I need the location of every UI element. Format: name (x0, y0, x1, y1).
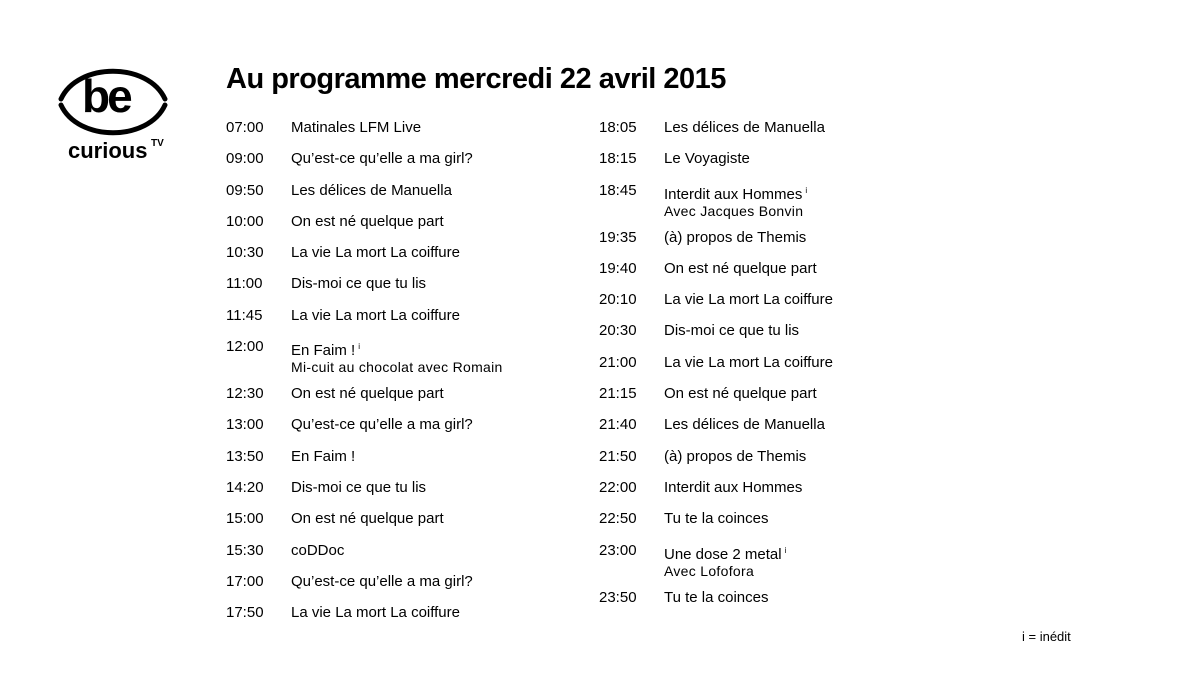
show-title: En Faim ! (291, 447, 356, 465)
schedule-time: 13:00 (226, 416, 264, 434)
schedule-show (664, 228, 959, 248)
schedule-show (291, 541, 586, 561)
schedule-row (599, 509, 959, 529)
schedule-show (291, 149, 586, 169)
show-title: Les délices de Manuella (291, 181, 452, 199)
show-title-line (291, 337, 586, 361)
show-title-line (664, 321, 959, 341)
schedule-show (291, 243, 586, 263)
schedule-show (664, 541, 959, 577)
schedule-show (291, 415, 586, 435)
show-title-line (291, 478, 586, 498)
schedule-time: 21:15 (599, 385, 637, 403)
show-subtitle: Avec Jacques Bonvin (664, 202, 804, 219)
show-title-line (291, 603, 586, 623)
schedule-show (664, 353, 959, 373)
schedule-show (291, 478, 586, 498)
logo-tv-text: TV (151, 138, 164, 149)
show-title: Les délices de Manuella (664, 416, 825, 434)
show-title: Qu’est-ce qu’elle a ma girl? (291, 150, 473, 168)
schedule-show (664, 478, 959, 498)
schedule-time: 17:00 (226, 572, 264, 590)
schedule-time: 11:00 (226, 275, 263, 293)
logo-curious-text: curious (68, 138, 148, 163)
schedule-show (291, 306, 586, 326)
schedule-show (664, 181, 959, 217)
schedule-row (599, 181, 959, 217)
schedule-row (226, 306, 586, 326)
show-title-line (664, 509, 959, 529)
schedule-row (599, 447, 959, 467)
show-title-line (664, 149, 959, 169)
new-episode-marker: i (805, 185, 808, 195)
show-title: On est né quelque part (664, 259, 817, 277)
schedule-time: 15:00 (226, 510, 264, 528)
show-title-line (664, 384, 959, 404)
schedule-row (226, 212, 586, 232)
channel-logo (56, 66, 170, 166)
schedule-row (226, 478, 586, 498)
schedule-row (599, 259, 959, 279)
schedule-time: 18:15 (599, 150, 637, 168)
show-title: La vie La mort La coiffure (291, 306, 460, 324)
show-title-line (664, 447, 959, 467)
show-title: (à) propos de Themis (664, 228, 807, 246)
schedule-show (664, 415, 959, 435)
schedule-time: 13:50 (226, 447, 264, 465)
schedule-time: 23:00 (599, 541, 637, 559)
schedule-show (291, 337, 586, 376)
schedule-row (226, 181, 586, 201)
schedule-time: 19:35 (599, 228, 637, 246)
schedule-row (599, 384, 959, 404)
schedule-row (599, 228, 959, 248)
schedule-row (599, 478, 959, 498)
schedule-show (291, 212, 586, 232)
show-title-line (664, 228, 959, 248)
show-subtitle: Mi-cuit au chocolat avec Romain (291, 359, 503, 376)
schedule-show (664, 321, 959, 341)
show-title: Interdit aux Hommes (664, 185, 803, 203)
show-title: Qu’est-ce qu’elle a ma girl? (291, 416, 473, 434)
schedule-row (599, 118, 959, 138)
show-title-line (291, 384, 586, 404)
show-title-line (664, 478, 959, 498)
schedule-show (291, 603, 586, 623)
schedule-row (226, 149, 586, 169)
schedule-show (291, 118, 586, 138)
schedule-row (599, 415, 959, 435)
schedule-time: 07:00 (226, 119, 264, 136)
schedule-time: 17:50 (226, 604, 264, 622)
schedule-row (599, 290, 959, 310)
logo-be-text: be (82, 70, 130, 122)
show-title-line (291, 212, 586, 232)
show-title: En Faim ! (291, 342, 356, 360)
show-title-line (664, 588, 959, 608)
show-title-line (664, 290, 959, 310)
schedule-row (599, 149, 959, 169)
schedule-time: 22:50 (599, 510, 637, 528)
schedule-column-right (599, 118, 959, 619)
show-title-line (291, 274, 586, 294)
schedule-row (226, 447, 586, 467)
schedule-time: 20:10 (599, 291, 637, 309)
schedule-time: 19:40 (599, 259, 637, 277)
schedule-show (291, 509, 586, 529)
show-title: Le Voyagiste (664, 150, 750, 168)
show-title-line (291, 572, 586, 592)
show-title-line (664, 118, 959, 138)
schedule-show (291, 447, 586, 467)
schedule-time: 21:50 (599, 447, 637, 465)
schedule-column-left (226, 118, 586, 634)
show-title-line (291, 541, 586, 561)
show-title: La vie La mort La coiffure (291, 244, 460, 262)
show-title: Qu’est-ce qu’elle a ma girl? (291, 572, 473, 590)
schedule-time: 09:50 (226, 181, 264, 199)
show-title: On est né quelque part (291, 510, 444, 528)
schedule-row (599, 353, 959, 373)
show-title: Tu te la coinces (664, 588, 769, 606)
show-title-line (291, 447, 586, 467)
show-title-line (664, 415, 959, 435)
show-title-line (291, 149, 586, 169)
show-title-line (664, 541, 959, 565)
schedule-time: 10:00 (226, 212, 264, 230)
show-title-line (664, 353, 959, 373)
schedule-show (664, 447, 959, 467)
schedule-time: 20:30 (599, 322, 637, 340)
show-title: Matinales LFM Live (291, 119, 422, 136)
schedule-time: 12:00 (226, 338, 264, 356)
show-title: Une dose 2 metal (664, 545, 782, 563)
schedule-time: 18:05 (599, 119, 637, 136)
schedule-time: 11:45 (226, 306, 263, 324)
schedule-row (226, 337, 586, 376)
show-title: On est né quelque part (291, 385, 444, 403)
schedule-show (291, 274, 586, 294)
schedule-show (664, 290, 959, 310)
show-title: Dis-moi ce que tu lis (291, 478, 427, 496)
schedule-time: 14:20 (226, 478, 264, 496)
show-title: Dis-moi ce que tu lis (664, 322, 800, 340)
schedule-row (226, 118, 586, 138)
schedule-row (599, 541, 959, 577)
schedule-show (291, 384, 586, 404)
show-title-line (664, 181, 959, 205)
schedule-time: 10:30 (226, 244, 264, 262)
page-title: Au programme mercredi 22 avril 2015 (226, 63, 726, 95)
schedule-show (664, 118, 959, 138)
schedule-show (664, 149, 959, 169)
show-title-line (291, 181, 586, 201)
schedule-show (664, 384, 959, 404)
schedule-row (226, 603, 586, 623)
show-title: On est né quelque part (664, 385, 817, 403)
schedule-show (664, 509, 959, 529)
schedule-row (226, 572, 586, 592)
schedule-show (664, 588, 959, 608)
schedule-time: 22:00 (599, 478, 637, 496)
new-episode-marker: i (784, 545, 787, 555)
schedule-row (226, 541, 586, 561)
schedule-time: 21:00 (599, 353, 637, 371)
legend-note: i = inédit (1022, 629, 1071, 644)
schedule-row (226, 415, 586, 435)
schedule-time: 21:40 (599, 416, 637, 434)
schedule-row (226, 509, 586, 529)
schedule-row (599, 588, 959, 608)
show-title-line (291, 509, 586, 529)
schedule-time: 18:45 (599, 181, 637, 199)
schedule-show (291, 181, 586, 201)
schedule-row (226, 384, 586, 404)
show-title: coDDoc (291, 541, 345, 559)
show-title: (à) propos de Themis (664, 447, 807, 465)
show-title: Tu te la coinces (664, 510, 769, 528)
show-title: La vie La mort La coiffure (664, 353, 833, 371)
schedule-row (226, 243, 586, 263)
show-title-line (291, 415, 586, 435)
show-title-line (291, 306, 586, 326)
schedule-row (599, 321, 959, 341)
show-title-line (291, 118, 586, 138)
show-title: Les délices de Manuella (664, 119, 825, 136)
show-title-line (664, 259, 959, 279)
show-title: On est né quelque part (291, 212, 444, 230)
show-title: Dis-moi ce que tu lis (291, 275, 427, 293)
show-title-line (291, 243, 586, 263)
schedule-time: 23:50 (599, 588, 637, 606)
schedule-time: 15:30 (226, 541, 264, 559)
show-title: Interdit aux Hommes (664, 478, 803, 496)
schedule-time: 12:30 (226, 385, 264, 403)
schedule-time: 09:00 (226, 150, 264, 168)
show-title: La vie La mort La coiffure (664, 291, 833, 309)
show-subtitle: Avec Lofofora (664, 562, 755, 579)
show-title: La vie La mort La coiffure (291, 604, 460, 622)
schedule-row (226, 274, 586, 294)
schedule-show (291, 572, 586, 592)
schedule-show (664, 259, 959, 279)
new-episode-marker: i (358, 342, 360, 352)
